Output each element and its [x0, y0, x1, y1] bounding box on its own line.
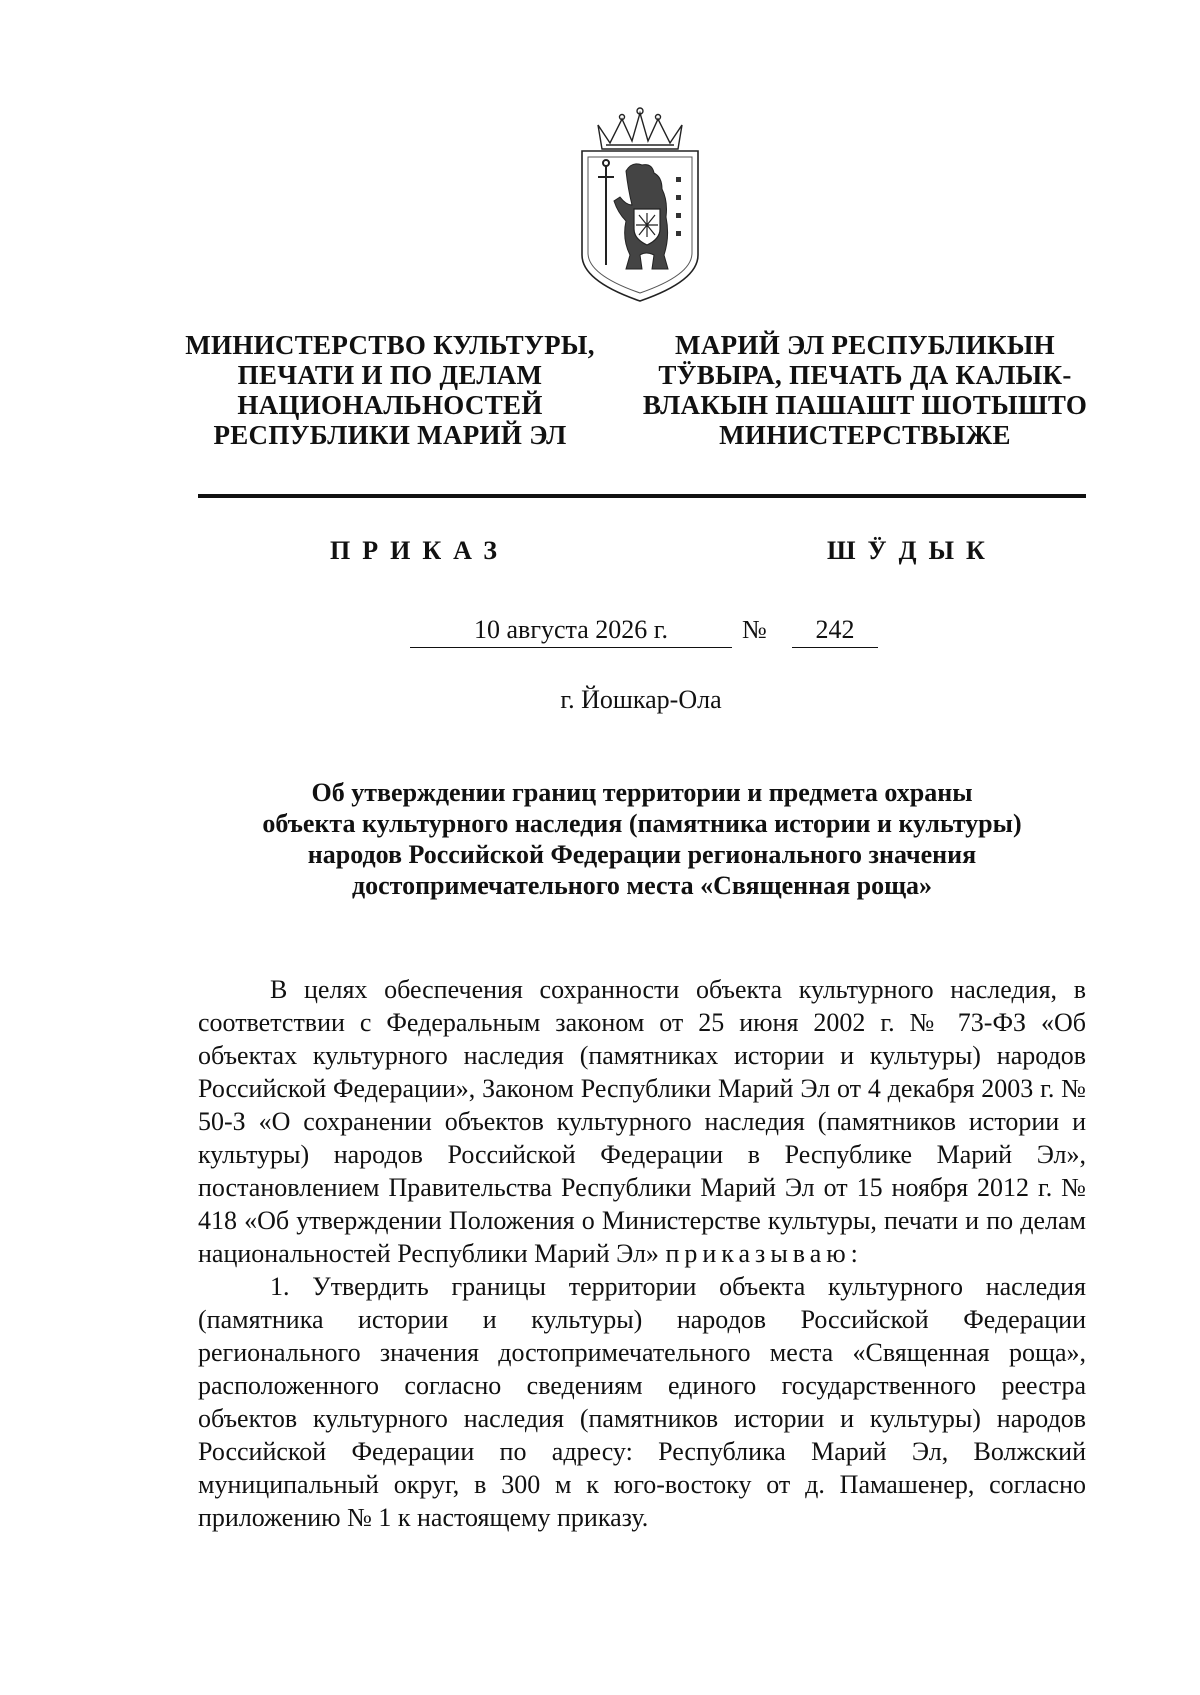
- org-name-mari: [630, 330, 1100, 450]
- org-line: МАРИЙ ЭЛ РЕСПУБЛИКЫН: [675, 330, 1055, 360]
- order-word: приказываю:: [665, 1239, 863, 1268]
- org-line: ТӰВЫРА, ПЕЧАТЬ ДА КАЛЫК-: [658, 360, 1072, 390]
- org-line: МИНИСТЕРСТВО КУЛЬТУРЫ,: [185, 330, 595, 360]
- document-body: [198, 973, 1086, 1534]
- doc-type-russian: ПРИКАЗ: [330, 536, 510, 565]
- org-line: РЕСПУБЛИКИ МАРИЙ ЭЛ: [213, 420, 567, 450]
- org-line: НАЦИОНАЛЬНОСТЕЙ: [237, 390, 543, 420]
- preamble-text: В целях обеспечения сохранности объекта культурного наследия, в соответствии с Федеральным законом от 25 июня 2002 г. № 73-ФЗ «Об объектах культурного наследия (памятниках истории и культуры) народов Российской Федерации», Законом Республики Марий Эл от 4 декабря 2003 г. № 50-З «О сохранении объектов культурного наследия (памятников истории и культуры) народов Российской Федерации в Республике Марий Эл», постановлением Правительства Республики Марий Эл от 15 ноября 2012 г. № 418 «Об утверждении Положения о Министерстве культуры, печати и по делам национальностей Республики Марий Эл»: [198, 975, 1086, 1268]
- title-line: достопримечательного места «Священная роща»: [351, 871, 933, 900]
- title-line: народов Российской Федерации регионального значения: [307, 840, 977, 869]
- number-sign: №: [742, 615, 767, 644]
- org-line: МИНИСТЕРСТВЫЖЕ: [719, 420, 1011, 450]
- order-city: г. Йошкар-Ола: [560, 685, 722, 714]
- doc-type-mari: ШӰДЫК: [827, 536, 997, 565]
- org-name-russian: [150, 330, 630, 450]
- order-date: 10 августа 2026 г.: [410, 615, 732, 648]
- coat-of-arms-icon: [570, 105, 710, 305]
- title-line: Об утверждении границ территории и предмета охраны: [311, 778, 973, 807]
- org-line: ПЕЧАТИ И ПО ДЕЛАМ: [237, 360, 543, 390]
- document-title: [198, 777, 1086, 901]
- order-number: 242: [792, 615, 878, 648]
- preamble-paragraph: [198, 973, 1086, 1270]
- item-1-paragraph: 1. Утвердить границы территории объекта культурного наследия (памятника истории и культуры) народов Российской Федерации регионального значения достопримечательного места «Священная роща», расположенного согласно сведениям единого государственного реестра объектов культурного наследия (памятников истории и культуры) народов Российской Федерации по адресу: Республика Марий Эл, Волжский муниципальный округ, в 300 м к юго-востоку от д. Памашенер, согласно приложению № 1 к настоящему приказу.: [198, 1272, 1086, 1532]
- title-line: объекта культурного наследия (памятника истории и культуры): [262, 809, 1022, 838]
- header-divider: [198, 494, 1086, 498]
- org-line: ВЛАКЫН ПАШАШТ ШОТЫШТО: [642, 390, 1088, 420]
